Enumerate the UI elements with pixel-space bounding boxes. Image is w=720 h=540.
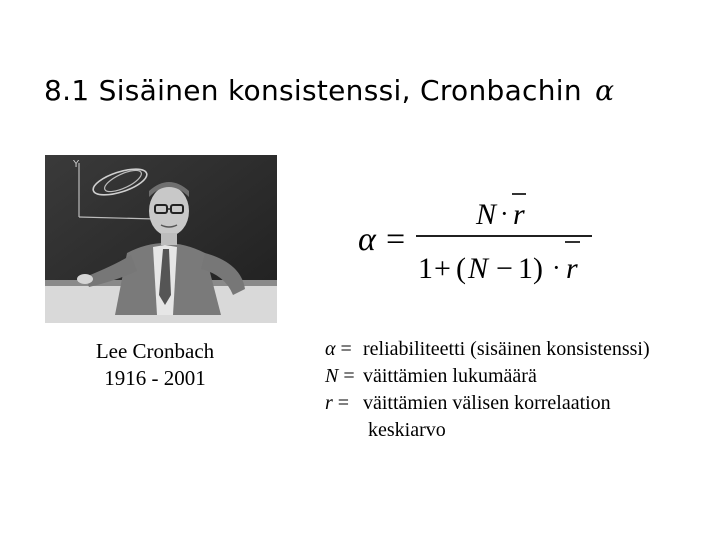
symbol-legend: [325, 336, 650, 444]
formula-equals: =: [386, 221, 406, 258]
cronbach-alpha-formula: [356, 188, 596, 288]
legend-item-n: [325, 363, 650, 390]
legend-text: väittämien lukumäärä: [363, 365, 537, 387]
formula-denominator-minus: −: [496, 252, 513, 285]
slide-title: [44, 74, 614, 107]
formula-denominator-plus: +: [434, 252, 451, 285]
legend-symbol: r =: [325, 392, 350, 414]
cronbach-photo-illustration: [45, 155, 277, 323]
formula-denominator-dot: ·: [552, 253, 561, 282]
formula-numerator-r: r: [513, 198, 525, 231]
cronbach-photo: [45, 155, 277, 323]
svg-text:Y: Y: [73, 159, 80, 170]
formula-denominator-one: 1: [418, 252, 433, 285]
slide-title-alpha: α: [595, 74, 615, 107]
caption-name: Lee Cronbach: [95, 339, 215, 363]
formula-denominator-r: r: [566, 252, 578, 285]
formula-denominator-n: N: [468, 252, 489, 285]
legend-continuation: keskiarvo: [368, 419, 446, 441]
formula-denominator-one2: 1): [518, 252, 543, 285]
legend-item-r: [325, 390, 650, 417]
formula-numerator-dot: ·: [500, 199, 509, 228]
formula-numerator-n: N: [476, 198, 497, 231]
legend-text: väittämien välisen korrelaation: [363, 392, 611, 414]
slide-title-text: 8.1 Sisäinen konsistenssi, Cronbachin: [44, 74, 582, 107]
legend-item-alpha: [325, 336, 650, 363]
caption-years: 1916 - 2001: [104, 366, 206, 390]
legend-symbol: α =: [325, 338, 352, 360]
photo-caption: [60, 338, 250, 392]
formula-graphic: [356, 188, 596, 288]
formula-lhs: α: [358, 221, 376, 258]
legend-symbol: N =: [325, 365, 355, 387]
formula-denominator-open: (: [456, 252, 466, 285]
legend-text: reliabiliteetti (sisäinen konsistenssi): [363, 338, 650, 360]
